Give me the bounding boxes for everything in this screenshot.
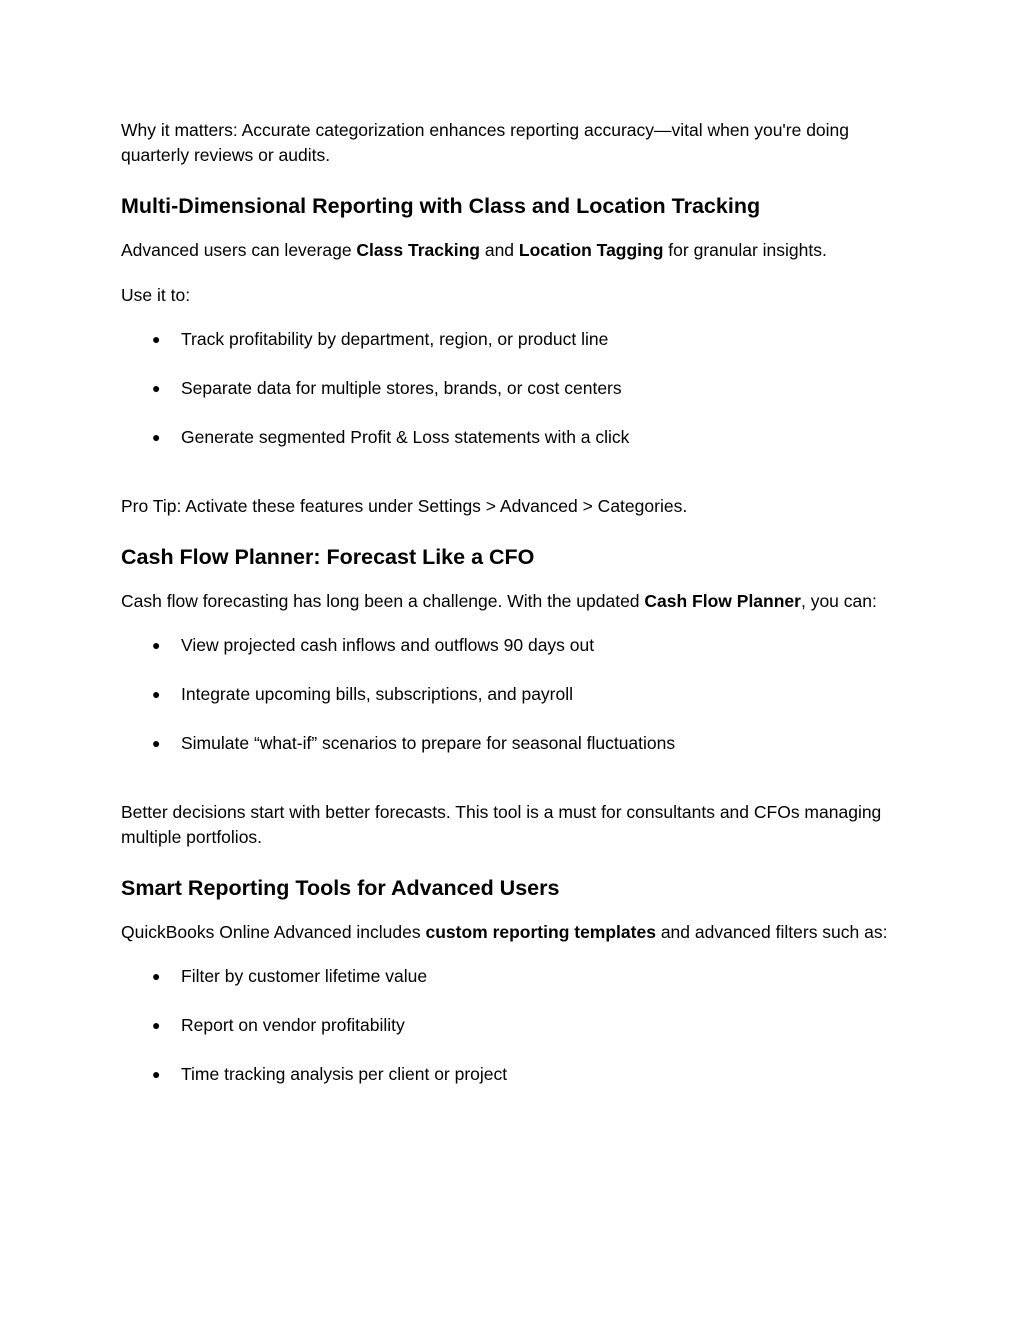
list-item-text: Track profitability by department, region, or product line bbox=[181, 329, 609, 349]
bold-cash-flow-planner: Cash Flow Planner bbox=[644, 591, 801, 611]
bullet-icon: ● bbox=[152, 429, 161, 445]
heading-smart-reporting-tools: Smart Reporting Tools for Advanced Users bbox=[121, 876, 560, 900]
list-item-text: Filter by customer lifetime value bbox=[181, 966, 428, 986]
bullet-icon: ● bbox=[152, 686, 161, 702]
list-item-text: Time tracking analysis per client or project bbox=[181, 1064, 508, 1084]
list-item-text: Separate data for multiple stores, brands, or cost centers bbox=[181, 378, 622, 398]
bullet-icon: ● bbox=[152, 735, 161, 751]
list-item-text: View projected cash inflows and outflows 90 days out bbox=[181, 635, 595, 655]
list-item bbox=[121, 682, 911, 707]
list-item bbox=[121, 1013, 911, 1038]
bullet-icon: ● bbox=[152, 968, 161, 984]
smart-reporting-list bbox=[121, 964, 911, 1087]
cash-flow-list bbox=[121, 633, 911, 756]
document-page bbox=[121, 118, 911, 1087]
use-it-to-list bbox=[121, 327, 911, 450]
list-item bbox=[121, 425, 911, 450]
closing-paragraph: Better decisions start with better forecasts. This tool is a must for consultants and CFOs managing multiple portfolios. bbox=[121, 802, 882, 847]
class-location-paragraph bbox=[121, 238, 911, 263]
text-span: for granular insights. bbox=[663, 240, 827, 260]
list-item bbox=[121, 376, 911, 401]
bullet-icon: ● bbox=[152, 1017, 161, 1033]
why-it-matters-paragraph: Why it matters: Accurate categorization enhances reporting accuracy—vital when you're doing quarterly reviews or audits. bbox=[121, 120, 850, 165]
list-item bbox=[121, 327, 911, 352]
bold-custom-reporting-templates: custom reporting templates bbox=[425, 922, 656, 942]
pro-tip-paragraph: Pro Tip: Activate these features under Settings > Advanced > Categories. bbox=[121, 496, 688, 516]
list-item bbox=[121, 633, 911, 658]
bold-location-tagging: Location Tagging bbox=[518, 240, 664, 260]
text-span: and advanced filters such as: bbox=[655, 922, 888, 942]
heading-multi-dimensional-reporting: Multi-Dimensional Reporting with Class and Location Tracking bbox=[121, 194, 761, 218]
heading-cash-flow-planner: Cash Flow Planner: Forecast Like a CFO bbox=[121, 545, 535, 569]
list-item bbox=[121, 1062, 911, 1087]
bullet-icon: ● bbox=[152, 331, 161, 347]
text-span: QuickBooks Online Advanced includes bbox=[121, 922, 426, 942]
bold-class-tracking: Class Tracking bbox=[356, 240, 480, 260]
bullet-icon: ● bbox=[152, 637, 161, 653]
text-span: , you can: bbox=[800, 591, 877, 611]
use-it-to-label: Use it to: bbox=[121, 285, 191, 305]
text-span: Advanced users can leverage bbox=[121, 240, 357, 260]
text-span: Cash flow forecasting has long been a challenge. With the updated bbox=[121, 591, 645, 611]
list-item-text: Report on vendor profitability bbox=[181, 1015, 405, 1035]
list-item bbox=[121, 964, 911, 989]
list-item bbox=[121, 731, 911, 756]
bullet-icon: ● bbox=[152, 380, 161, 396]
list-item-text: Integrate upcoming bills, subscriptions, and payroll bbox=[181, 684, 574, 704]
cash-flow-paragraph bbox=[121, 589, 911, 614]
text-span: and bbox=[479, 240, 519, 260]
smart-reporting-paragraph bbox=[121, 920, 911, 945]
bullet-icon: ● bbox=[152, 1066, 161, 1082]
list-item-text: Generate segmented Profit & Loss statements with a click bbox=[181, 427, 630, 447]
list-item-text: Simulate “what-if” scenarios to prepare for seasonal fluctuations bbox=[181, 733, 676, 753]
